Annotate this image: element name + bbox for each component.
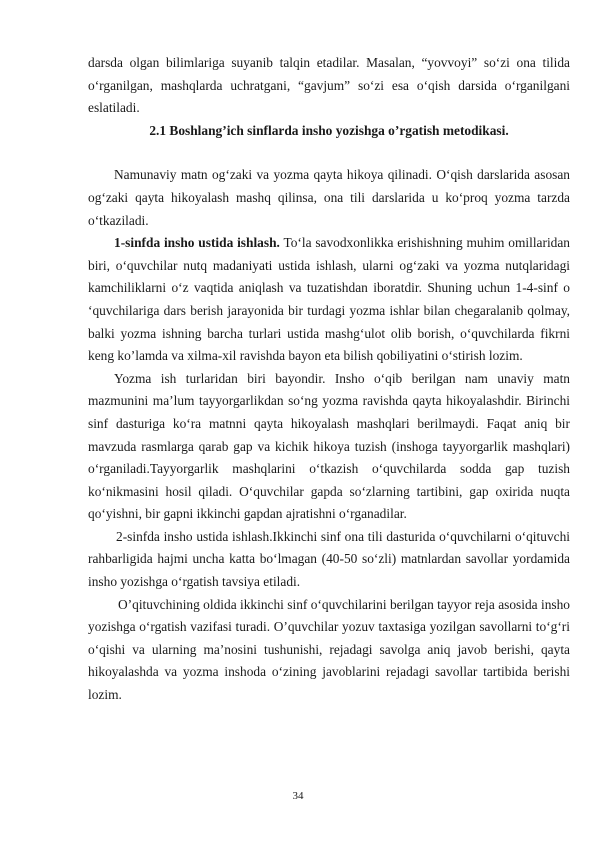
paragraph-grade2: 2-sinfda insho ustida ishlash.Ikkinchi sinf ona tili dasturida o‘quvchilarni o‘qituvchi rahbarligida hajmi uncha katta bo‘lmagan (40-50 so‘zli) matnlardan savollar yordamida insho yozishga o‘rgatish tavsiya etiladi. — [88, 528, 570, 590]
section-heading: 2.1 Boshlang’ich sinflarda insho yozishga o’rgatish metodikasi. — [149, 122, 509, 138]
page-number: 34 — [292, 790, 304, 802]
grade1-text: To‘la savodxonlikka erishishning muhim omillaridan biri, o‘quvchilar nutq madaniyati ustida ishlash, ularni og‘zaki va yozma nutqlaridagi kamchiliklarni o‘z vaqtida aniqlash va tuzatishdan iboratdir. Shuning uchun 1-4-sinf o ‘quvchilariga dars berish jarayonida bir turdagi yozma ishlar bilan chegaralanib qolmay, balki yozma ishning barcha turlari ustida mashg‘ulot olib borish, o‘quvchilarda fikrni keng ko’lamda va xilma-xil ravishda bayon eta bilish qobiliyatini o‘stirish lozim. — [88, 235, 570, 364]
paragraph-bayon: Yozma ish turlaridan biri bayondir. Insho o‘qib berilgan nam unaviy matn mazmunini ma’lum tayyorgarlikdan so‘ng yozma ravishda qayta hikoyalashdir. Birinchi sinf dasturiga ko‘ra matnni qayta hikoyalash mashqlari berilmaydi. Faqat aniq bir mavzuda rasmlarga qarab gap va kichik hikoya tuzish (inshoga tayyorgarlik mashqlari) o‘rganiladi.Tayyorgarlik mashqlarini o‘tkazish o‘quvchilarda sodda gap tuzish ko‘nikmasini hosil qiladi. O‘quvchilar gapda so‘zlarning tartibini, gap oxirida nuqta qo‘yishni, bir gapni ikkinchi gapdan ajratishni o‘rganadilar. — [88, 370, 570, 522]
grade1-subheading: 1-sinfda insho ustida ishlash. — [114, 235, 280, 251]
paragraph-teacher-task: O’qituvchining oldida ikkinchi sinf o‘quvchilarini berilgan tayyor reja asosida insho yozishga o‘rgatish vazifasi turadi. O’quvchilar yozuv taxtasiga yozilgan savollarni to‘g‘ri o‘qishi va ularning ma’nosini tushunishi, rejadagi savolga aniq javob berishi, qayta hikoyalashda va yozma inshoda o‘zining javoblarini rejadagi savollar tartibida berishi lozim. — [88, 596, 570, 703]
paragraph-grade1 — [88, 232, 570, 368]
blank-line — [88, 142, 570, 164]
paragraph-retelling: Namunaviy matn og‘zaki va yozma qayta hikoya qilinadi. O‘qish darslarida asosan og‘zaki qayta hikoyalash mashq qilinsa, ona tili darslarida u ko‘proq yozma tarzda o‘tkaziladi. — [88, 167, 570, 228]
page-body — [88, 52, 570, 707]
paragraph-continued: darsda olgan bilimlariga suyanib talqin etadilar. Masalan, “yovvoyi” so‘zi ona tilida o‘rganilgan, mashqlarda uchratgani, “gavjum” so‘zi esa o‘qish darsida o‘rganilgani eslatiladi. — [88, 55, 570, 116]
